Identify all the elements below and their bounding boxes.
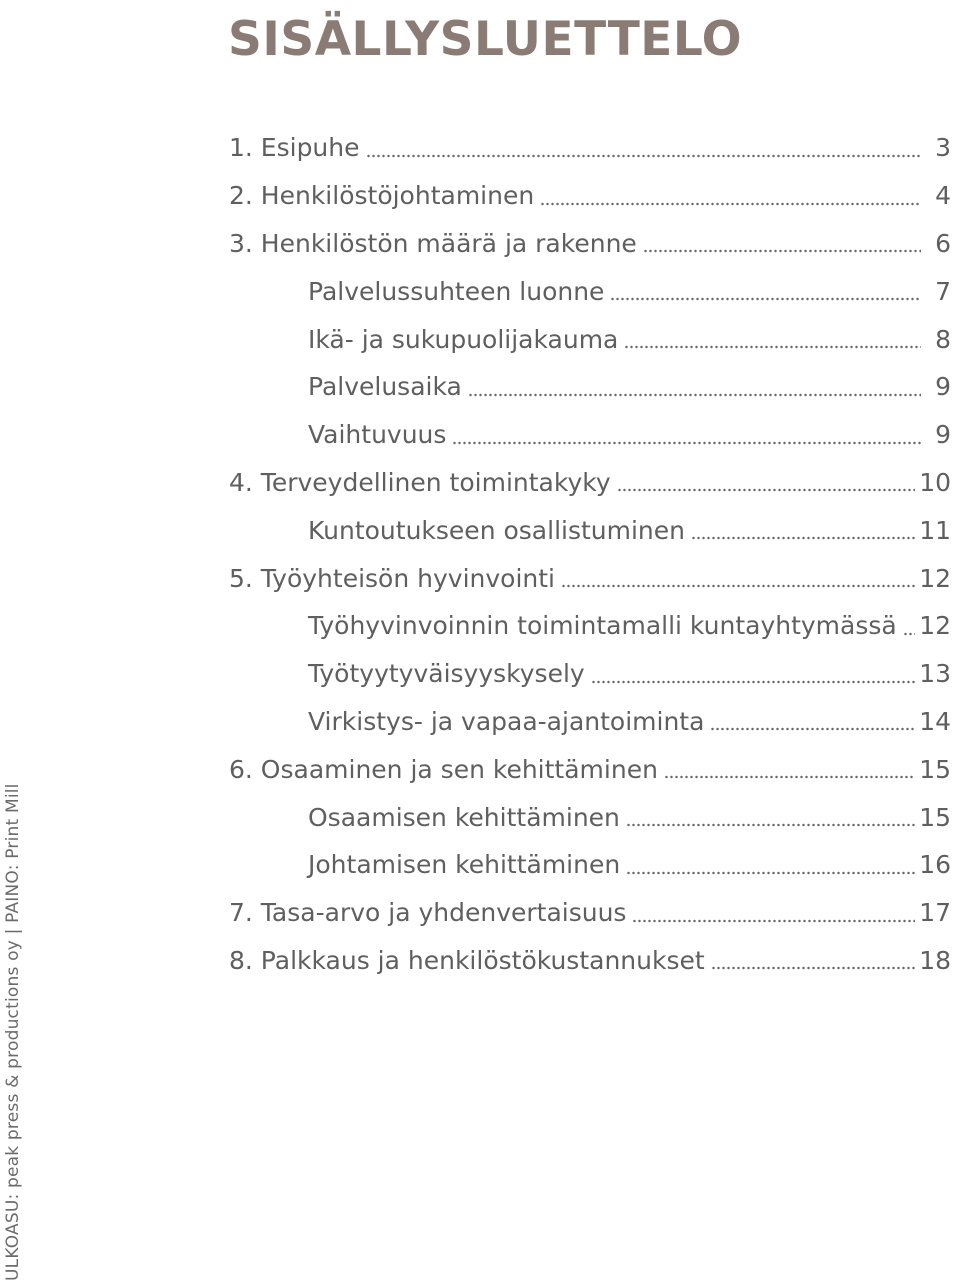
toc-entry xyxy=(229,172,951,220)
dot-leader xyxy=(643,249,921,253)
toc-entry-page-number: 18 xyxy=(919,945,951,975)
toc-entry-page-number: 8 xyxy=(935,324,951,354)
toc-entry xyxy=(229,459,951,507)
toc-entry-page-number: 4 xyxy=(935,181,951,211)
toc-entry-page-number: 14 xyxy=(919,706,951,736)
toc-entry-label: 6. Osaaminen ja sen kehittäminen xyxy=(229,754,658,784)
toc-entry-label: 7. Tasa-arvo ja yhdenvertaisuus xyxy=(229,898,627,928)
toc-entry xyxy=(229,411,951,459)
toc-entry-page-number: 12 xyxy=(919,611,951,641)
toc-entry-label: Palvelusaika xyxy=(308,372,462,402)
toc-entry-page-number: 7 xyxy=(935,276,951,306)
toc-entry xyxy=(229,363,951,411)
dot-leader xyxy=(452,441,921,445)
page-title: SISÄLLYSLUETTELO xyxy=(228,12,743,67)
dot-leader xyxy=(691,536,915,540)
toc-entry-label: Kuntoutukseen osallistuminen xyxy=(308,515,686,545)
table-of-contents xyxy=(229,124,951,984)
toc-entry-label: Vaihtuvuus xyxy=(308,420,447,450)
toc-entry xyxy=(229,698,951,746)
dot-leader xyxy=(711,966,916,970)
toc-entry-page-number: 12 xyxy=(919,563,951,593)
toc-entry-page-number: 9 xyxy=(935,372,951,402)
dot-leader xyxy=(617,488,916,492)
toc-entry-page-number: 3 xyxy=(935,133,951,163)
toc-entry xyxy=(229,506,951,554)
toc-entry-page-number: 17 xyxy=(919,898,951,928)
side-credit: ULKOASU: peak press & productions oy | PAINO: Print Mill xyxy=(3,783,23,1281)
toc-entry-label: Työtyytyväisyyskysely xyxy=(308,659,585,689)
toc-entry-label: Virkistys- ja vapaa-ajantoiminta xyxy=(308,706,705,736)
toc-entry xyxy=(229,602,951,650)
toc-entry-page-number: 15 xyxy=(919,802,951,832)
toc-entry-label: Johtamisen kehittäminen xyxy=(308,850,621,880)
toc-entry xyxy=(229,267,951,315)
dot-leader xyxy=(626,871,915,875)
dot-leader xyxy=(468,393,921,397)
dot-leader xyxy=(664,775,915,779)
toc-entry xyxy=(229,841,951,889)
toc-entry xyxy=(229,745,951,793)
toc-entry xyxy=(229,650,951,698)
dot-leader xyxy=(903,632,915,636)
dot-leader xyxy=(591,680,916,684)
dot-leader xyxy=(626,823,915,827)
toc-entry xyxy=(229,937,951,985)
toc-entry-label: 5. Työyhteisön hyvinvointi xyxy=(229,563,556,593)
toc-entry xyxy=(229,793,951,841)
dot-leader xyxy=(540,202,921,206)
toc-entry-page-number: 16 xyxy=(919,850,951,880)
toc-entry-page-number: 9 xyxy=(935,420,951,450)
toc-entry-page-number: 11 xyxy=(919,515,951,545)
toc-entry-label: 1. Esipuhe xyxy=(229,133,360,163)
toc-entry-page-number: 15 xyxy=(919,754,951,784)
dot-leader xyxy=(624,345,921,349)
toc-entry-label: Työhyvinvoinnin toimintamalli kuntayhtymässä xyxy=(308,611,897,641)
toc-entry xyxy=(229,554,951,602)
dot-leader xyxy=(710,727,915,731)
toc-entry xyxy=(229,220,951,268)
toc-entry xyxy=(229,889,951,937)
toc-entry-label: 8. Palkkaus ja henkilöstökustannukset xyxy=(229,945,705,975)
toc-entry xyxy=(229,124,951,172)
toc-entry-label: 3. Henkilöstön määrä ja rakenne xyxy=(229,228,637,258)
dot-leader xyxy=(561,584,915,588)
toc-entry-label: Osaamisen kehittäminen xyxy=(308,802,620,832)
dot-leader xyxy=(610,297,921,301)
toc-entry-label: 4. Terveydellinen toimintakyky xyxy=(229,467,611,497)
toc-entry-label: 2. Henkilöstöjohtaminen xyxy=(229,181,535,211)
toc-entry-page-number: 13 xyxy=(919,659,951,689)
dot-leader xyxy=(366,154,921,158)
toc-entry-label: Palvelussuhteen luonne xyxy=(308,276,605,306)
dot-leader xyxy=(632,919,915,923)
toc-entry-label: Ikä- ja sukupuolijakauma xyxy=(308,324,619,354)
toc-entry-page-number: 6 xyxy=(935,228,951,258)
toc-entry xyxy=(229,315,951,363)
toc-entry-page-number: 10 xyxy=(919,467,951,497)
